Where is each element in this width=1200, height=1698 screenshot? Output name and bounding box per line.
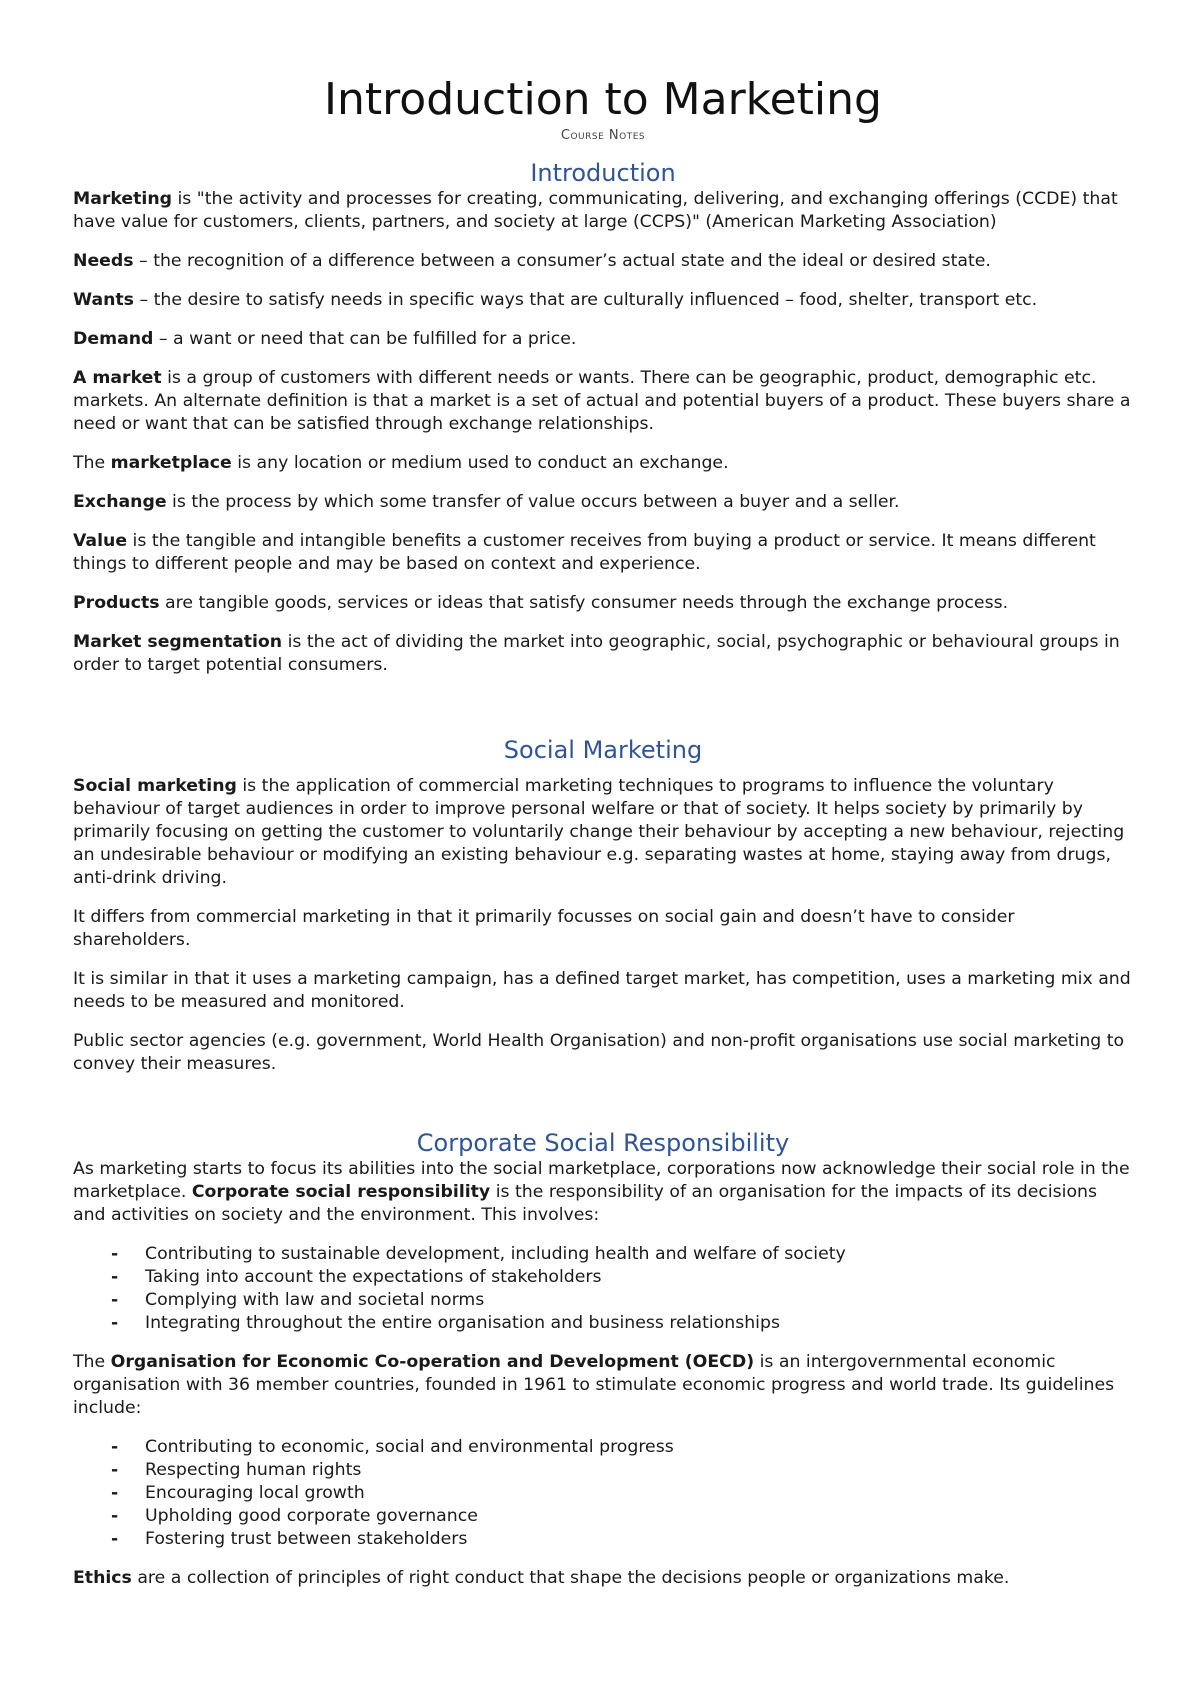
definition-text: is any location or medium used to conduct an exchange. [231, 453, 729, 473]
definition-text: – a want or need that can be fulfilled for a price. [153, 329, 577, 349]
list-item-text: Fostering trust between stakeholders [145, 1529, 468, 1549]
bullet-dash-icon: - [111, 1460, 119, 1480]
definition-term: Exchange [73, 492, 167, 512]
list-item-text: Complying with law and societal norms [145, 1290, 485, 1310]
oecd-guidelines-list [73, 1436, 1133, 1551]
term: Ethics [73, 1568, 132, 1588]
paragraph-text: is the application of commercial marketing techniques to programs to influence the voluntary behaviour of target audiences in order to improve personal welfare or that of society. It helps society by primarily by primarily focusing on getting the customer to voluntarily change their behaviour by accepting a new behaviour, rejecting an undesirable behaviour or modifying an existing behaviour e.g. separating wastes at home, staying away from drugs, anti-drink driving. [73, 776, 1125, 888]
paragraph: Public sector agencies (e.g. government, World Health Organisation) and non-profit organisations use social marketing to convey their measures. [73, 1031, 1125, 1074]
definition-text: are tangible goods, services or ideas that satisfy consumer needs through the exchange process. [159, 593, 1009, 613]
definition-term: marketplace [110, 453, 232, 473]
bullet-dash-icon: - [111, 1529, 119, 1549]
definition-text: – the recognition of a difference between a consumer’s actual state and the ideal or desired state. [133, 251, 991, 271]
definition-text: is the tangible and intangible benefits a customer receives from buying a product or service. It means different things to different people and may be based on context and experience. [73, 531, 1096, 574]
bullet-dash-icon: - [111, 1313, 119, 1333]
definition-paragraph [73, 328, 1133, 351]
definition-paragraph [73, 452, 1133, 475]
term: Organisation for Economic Co-operation and Development (OECD) [110, 1352, 755, 1372]
list-item [73, 1243, 1133, 1266]
definition-paragraph [73, 631, 1133, 677]
section-heading-csr: Corporate Social Responsibility [416, 1129, 790, 1157]
list-item [73, 1482, 1133, 1505]
definition-term: Needs [73, 251, 134, 271]
definition-paragraph [73, 367, 1133, 436]
list-item [73, 1266, 1133, 1289]
definition-paragraph [73, 530, 1133, 576]
definition-text: is "the activity and processes for creating, communicating, delivering, and exchanging offerings (CCDE) that have value for customers, clients, partners, and society at large (CCPS)" (American Marketing Association) [73, 189, 1118, 232]
definition-paragraph [73, 491, 1133, 514]
term: Corporate social responsibility [191, 1182, 491, 1202]
list-item-text: Contributing to economic, social and environmental progress [145, 1437, 674, 1457]
definition-term: Marketing [73, 189, 172, 209]
term: Social marketing [73, 776, 237, 796]
list-item [73, 1436, 1133, 1459]
definition-text: – the desire to satisfy needs in specific ways that are culturally influenced – food, shelter, transport etc. [133, 290, 1038, 310]
definition-paragraph [73, 592, 1133, 615]
definition-text: is the process by which some transfer of value occurs between a buyer and a seller. [166, 492, 900, 512]
document-title: Introduction to Marketing [324, 74, 882, 125]
paragraph [73, 775, 1133, 890]
bullet-dash-icon: - [111, 1437, 119, 1457]
list-item [73, 1505, 1133, 1528]
paragraph [73, 1567, 1133, 1590]
definition-paragraph [73, 289, 1133, 312]
definition-text: is a group of customers with different needs or wants. There can be geographic, product, demographic etc. markets. An alternate definition is that a market is a set of actual and potential buyers of a product. These buyers share a need or want that can be satisfied through exchange relationships. [73, 368, 1131, 434]
document-page [73, 74, 1133, 1590]
list-item [73, 1459, 1133, 1482]
definition-term: Market segmentation [73, 632, 283, 652]
bullet-dash-icon: - [111, 1483, 119, 1503]
paragraph-text: is an intergovernmental economic organisation with 36 member countries, founded in 1961 to stimulate economic progress and world trade. Its guidelines include: [73, 1352, 1115, 1418]
definition-paragraph [73, 188, 1133, 234]
paragraph [73, 1158, 1133, 1227]
definition-term: Demand [73, 329, 154, 349]
list-item-text: Taking into account the expectations of stakeholders [145, 1267, 602, 1287]
definition-prefix: The [73, 453, 111, 473]
definition-paragraph [73, 250, 1133, 273]
definition-text: is the act of dividing the market into geographic, social, psychographic or behavioural groups in order to target potential consumers. [73, 632, 1120, 675]
list-item [73, 1289, 1133, 1312]
paragraph-text: The [73, 1352, 111, 1372]
paragraph-text: is the responsibility of an organisation for the impacts of its decisions and activities on society and the environment. This involves: [73, 1182, 1097, 1225]
bullet-dash-icon: - [111, 1267, 119, 1287]
definition-term: A market [73, 368, 162, 388]
list-item [73, 1528, 1133, 1551]
paragraph-text: As marketing starts to focus its abilities into the social marketplace, corporations now acknowledge their social role in the marketplace. [73, 1159, 1130, 1202]
paragraph: It is similar in that it uses a marketing campaign, has a defined target market, has competition, uses a marketing mix and needs to be measured and monitored. [73, 969, 1131, 1012]
bullet-dash-icon: - [111, 1290, 119, 1310]
list-item-text: Integrating throughout the entire organisation and business relationships [145, 1313, 780, 1333]
definition-term: Products [73, 593, 160, 613]
definition-term: Value [73, 531, 128, 551]
list-item-text: Contributing to sustainable development, including health and welfare of society [145, 1244, 846, 1264]
list-item-text: Encouraging local growth [145, 1483, 365, 1503]
paragraph-text: are a collection of principles of right conduct that shape the decisions people or organizations make. [131, 1568, 1010, 1588]
section-heading-introduction: Introduction [530, 159, 676, 187]
csr-involves-list [73, 1243, 1133, 1335]
bullet-dash-icon: - [111, 1506, 119, 1526]
definition-term: Wants [73, 290, 134, 310]
paragraph: It differs from commercial marketing in that it primarily focusses on social gain and doesn’t have to consider shareholders. [73, 907, 1015, 950]
list-item-text: Upholding good corporate governance [145, 1506, 478, 1526]
list-item-text: Respecting human rights [145, 1460, 362, 1480]
document-subtitle: Course Notes [560, 128, 646, 143]
list-item [73, 1312, 1133, 1335]
introduction-definitions [73, 188, 1133, 677]
bullet-dash-icon: - [111, 1244, 119, 1264]
section-heading-social-marketing: Social Marketing [503, 736, 703, 764]
paragraph [73, 1351, 1133, 1420]
